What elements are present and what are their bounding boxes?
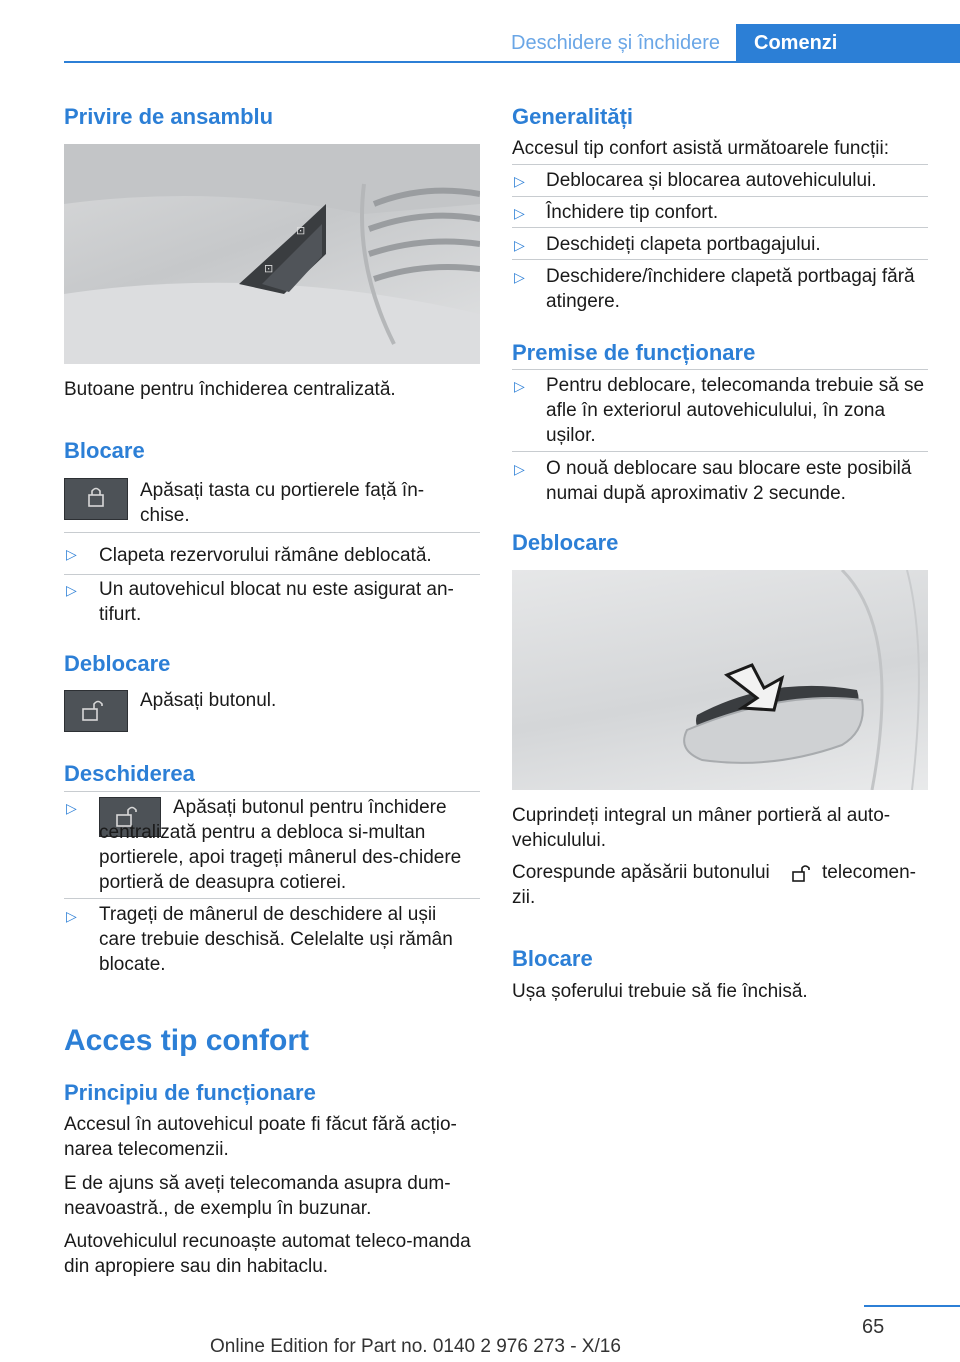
open-heading: Deschiderea	[64, 761, 195, 786]
bullet-marker: ▷	[514, 269, 525, 285]
bullet-marker: ▷	[514, 461, 525, 477]
page-number: 65	[862, 1316, 885, 1338]
unlock-paragraph-1: Cuprindeți integral un mâner portieră al auto-vehiculului.	[512, 805, 891, 851]
door-handle-photo	[512, 570, 928, 790]
bullet-marker: ▷	[514, 205, 525, 221]
bullet-marker: ▷	[66, 908, 77, 924]
unlock-button-image	[64, 690, 128, 732]
separator	[512, 227, 928, 228]
separator	[64, 791, 480, 792]
lock-button-image	[64, 478, 128, 520]
separator	[512, 451, 928, 452]
header-rule	[64, 61, 960, 63]
separator	[64, 898, 480, 899]
unlock-icon	[65, 691, 127, 731]
lock-heading-right: Blocare	[512, 946, 593, 971]
lock-heading: Blocare	[64, 438, 145, 463]
general-bullet-3: Deschideți clapeta portbagajului.	[546, 234, 821, 255]
unlock-instruction: Apăsați butonul.	[140, 690, 277, 711]
open-bullet-2: Trageți de mânerul de deschidere al ușii care trebuie deschisă. Celelalte uși rămân blocate.	[99, 904, 453, 975]
bullet-marker: ▷	[514, 173, 525, 189]
door-handle-illustration	[512, 570, 928, 790]
door-panel-illustration	[64, 144, 480, 364]
open-bullet-1: Apăsați butonul pentru închidere centralizată pentru a debloca si-multan portierele, apoi trageți mânerul des-chidere portieră de deasupra cotierei.	[99, 797, 462, 893]
separator	[64, 532, 480, 533]
unlock-paragraph-2b: telecomen-zii.	[512, 862, 916, 908]
overview-caption: Butoane pentru închiderea centralizată.	[64, 379, 396, 400]
prerequisite-bullet-1: Pentru deblocare, telecomanda trebuie să se afle în exteriorul autovehiculului, în zona ușilor.	[546, 375, 925, 446]
separator	[512, 259, 928, 260]
unlock-paragraph-2a: Corespunde apăsării butonului	[512, 862, 770, 883]
general-bullet-2: Închidere tip confort.	[546, 202, 719, 223]
prerequisites-heading: Premise de funcționare	[512, 340, 756, 365]
principle-heading: Principiu de funcționare	[64, 1080, 316, 1105]
principle-paragraph-3: Autovehiculul recunoaște automat teleco-manda din apropiere sau din habitaclu.	[64, 1231, 471, 1277]
general-bullet-4: Deschidere/închidere clapetă portbagaj fără atingere.	[546, 266, 915, 312]
bullet-marker: ▷	[66, 800, 77, 816]
bullet-marker: ▷	[514, 237, 525, 253]
principle-paragraph-1: Accesul în autovehicul poate fi făcut fără acțio-narea telecomenzii.	[64, 1114, 457, 1160]
edition-footer: Online Edition for Part no. 0140 2 976 273 - X/16	[210, 1336, 621, 1357]
separator	[64, 574, 480, 575]
lock-bullet-1: Clapeta rezervorului rămâne deblocată.	[99, 545, 432, 566]
lock-instruction: Apăsați tasta cu portierele față în-chise.	[140, 480, 425, 526]
general-heading: Generalități	[512, 104, 634, 129]
bullet-marker: ▷	[66, 582, 77, 598]
unlock-heading-right: Deblocare	[512, 530, 619, 555]
comfort-access-heading: Acces tip confort	[64, 1024, 310, 1057]
lock-paragraph: Ușa șoferului trebuie să fie închisă.	[512, 981, 808, 1002]
separator	[512, 369, 928, 370]
bullet-marker: ▷	[514, 378, 525, 394]
header-chapter-tab: Comenzi	[736, 24, 960, 62]
general-intro: Accesul tip confort asistă următoarele funcții:	[512, 138, 890, 159]
lock-bullet-2: Un autovehicul blocat nu este asigurat an-tifurt.	[99, 579, 454, 625]
svg-text:⊡: ⊡	[264, 262, 274, 275]
lock-icon	[65, 479, 127, 519]
header-section-title: Deschidere și închidere	[511, 32, 720, 54]
bullet-marker: ▷	[66, 546, 77, 562]
svg-text:⊡: ⊡	[296, 224, 306, 237]
overview-heading: Privire de ansamblu	[64, 104, 274, 129]
separator	[512, 164, 928, 165]
principle-paragraph-2: E de ajuns să aveți telecomanda asupra dum-neavoastră., de exemplu în buzunar.	[64, 1173, 451, 1219]
central-locking-buttons-photo	[64, 144, 480, 364]
prerequisite-bullet-2: O nouă deblocare sau blocare este posibilă numai după aproximativ 2 secunde.	[546, 458, 912, 504]
footer-rule	[864, 1305, 960, 1307]
unlock-heading: Deblocare	[64, 651, 171, 676]
separator	[512, 196, 928, 197]
general-bullet-1: Deblocarea și blocarea autovehiculului.	[546, 170, 877, 191]
